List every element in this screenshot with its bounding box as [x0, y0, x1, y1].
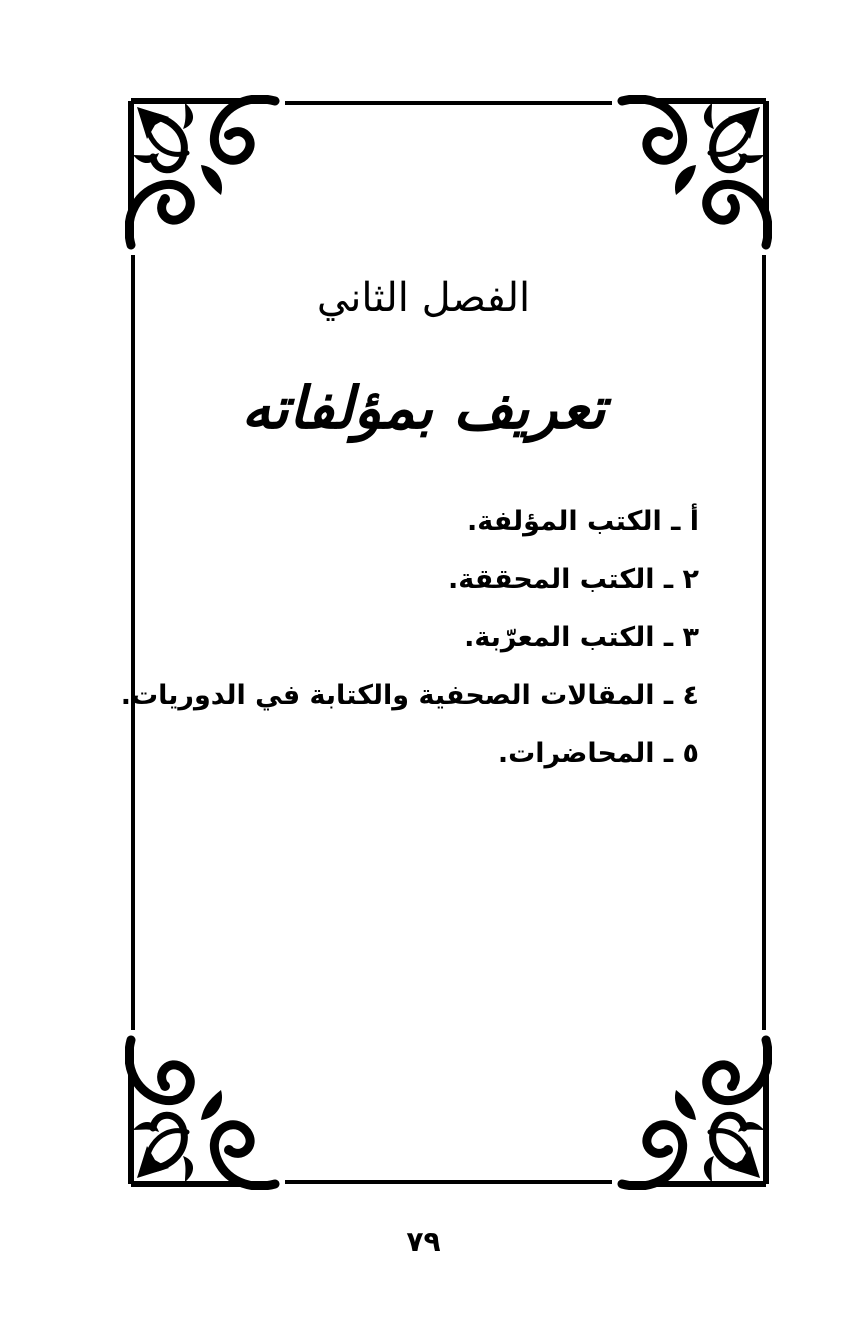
contents-item: ٣ ـ الكتب المعرّبة.: [464, 622, 699, 653]
contents-item: ٥ ـ المحاضرات.: [497, 738, 699, 769]
chapter-title: تعريف بمؤلفاته: [241, 374, 606, 442]
contents-item: أ ـ الكتب المؤلفة.: [466, 506, 699, 537]
contents-list: [120, 493, 699, 783]
page-number: ٧٩: [406, 1225, 441, 1258]
chapter-label: الفصل الثاني: [316, 275, 531, 321]
contents-item: ٤ ـ المقالات الصحفية والكتابة في الدوريات.: [120, 680, 699, 711]
contents-item: ٢ ـ الكتب المحققة.: [447, 564, 699, 595]
